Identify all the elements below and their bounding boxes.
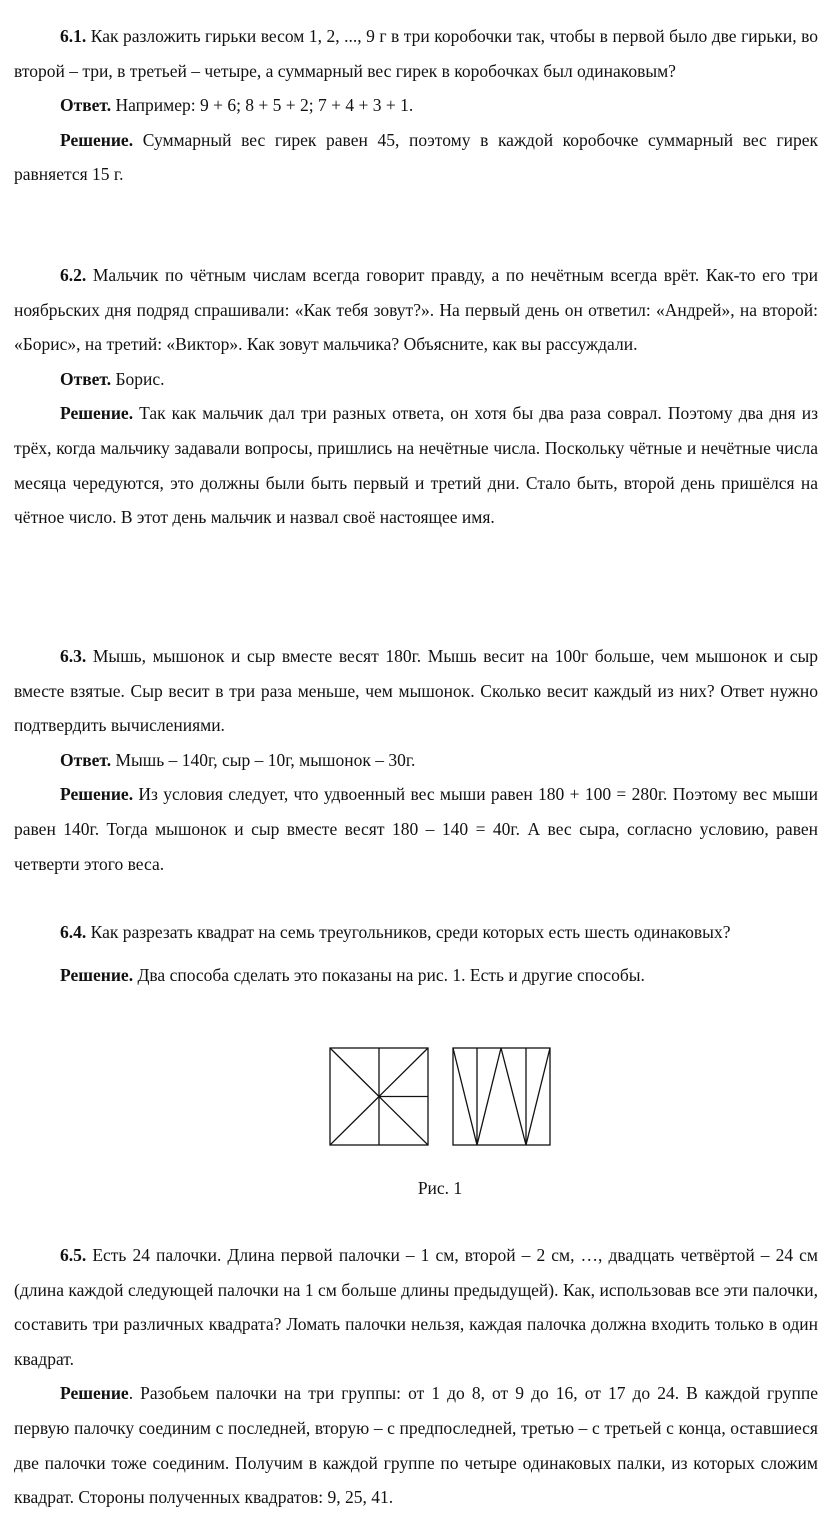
figure-caption: Рис. 1 — [417, 1178, 463, 1198]
problem-statement: 6.2. Мальчик по чётным числам всегда говорит правду, а по нечётным всегда врёт. Как-то его три ноябрьских дня подряд спрашивали: «Как тебя зовут?». На первый день он ответил: «Андрей», на второй: «Борис», на третий: «Виктор». Как зовут мальчика? Объясните, как вы рассуждали. — [14, 265, 818, 355]
answer: Ответ. Борис. — [60, 368, 165, 389]
answer-label: Ответ. — [60, 95, 112, 116]
problem-6-5 — [14, 1238, 818, 1515]
cut-line — [501, 1048, 526, 1145]
problem-statement: 6.3. Мышь, мышонок и сыр вместе весят 180г. Мышь весит на 100г больше, чем мышонок и сыр вместе взятые. Сыр весит в три раза меньше, чем мышонок. Сколько весит каждый из них? Ответ нужно подтвердить вычислениями. — [14, 646, 818, 736]
problem-statement: 6.1. Как разложить гирьки весом 1, 2, ..., 9 г в три коробочки так, чтобы в первой было две гирьки, во второй – три, в третьей – четыре, а суммарный вес гирек в коробочках был одинаковым? — [14, 26, 818, 81]
cut-line — [477, 1048, 501, 1145]
answer-label: Ответ. — [60, 749, 112, 770]
solution: Решение. Так как мальчик дал три разных ответа, он хотя бы два раза соврал. Поэтому два дня из трёх, когда мальчику задавали вопросы, пришлись на нечётные числа. Поскольку чётные и нечётные числа месяца чередуются, это должны были быть первый и третий дни. Стало быть, второй день пришёлся на чётное число. В этот день мальчик и назвал своё настоящее имя. — [14, 403, 818, 528]
cut-line — [453, 1048, 477, 1145]
solution: Решение. Суммарный вес гирек равен 45, поэтому в каждой коробочке суммарный вес гирек равняется 15 г. — [14, 129, 819, 185]
answer-label: Ответ. — [60, 368, 112, 389]
solution-label: Решение. — [60, 964, 134, 985]
problem-statement: 6.4. Как разрезать квадрат на семь треугольников, среди которых есть шесть одинаковых? — [60, 922, 731, 942]
square-right-border — [453, 1048, 550, 1145]
problem-number: 6.2. — [60, 265, 87, 285]
answer: Ответ. Мышь – 140г, сыр – 10г, мышонок – 30г. — [60, 749, 416, 770]
solution: Решение. Два способа сделать это показаны на рис. 1. Есть и другие способы. — [60, 964, 645, 985]
square-right — [453, 1048, 550, 1145]
solution: Решение. Разобьем палочки на три группы: от 1 до 8, от 9 до 16, от 17 до 24. В каждой группе первую палочку соединим с последней, вторую – с предпоследней, третью – с третьей с конца, оставшиеся две палочки тоже соединим. Получим в каждой группе по четыре одинаковых палки, из которых сложим квадрат. Стороны полученных квадратов: 9, 25, 41. — [14, 1383, 818, 1508]
answer: Ответ. Например: 9 + 6; 8 + 5 + 2; 7 + 4 + 3 + 1. — [60, 95, 414, 116]
solution: Решение. Из условия следует, что удвоенный вес мыши равен 180 + 100 = 280г. Поэтому вес мыши равен 140г. Тогда мышонок и сыр вместе весят 180 – 140 = 40г. А вес сыра, согласно условию, равен четверти этого веса. — [14, 784, 818, 874]
solution-label: Решение. — [60, 403, 134, 424]
problem-number: 6.4. — [60, 922, 87, 942]
problem-statement: 6.5. Есть 24 палочки. Длина первой палочки – 1 см, второй – 2 см, …, двадцать четвёртой – 24 см (длина каждой следующей палочки на 1 см больше длины предыдущей). Как, использовав все эти палочки, составить три различных квадрата? Ломать палочки нельзя, каждая палочка должна входить только в один квадрат. — [14, 1245, 819, 1369]
solution-label: Решение. — [60, 784, 134, 805]
solution-label: Решение — [60, 1383, 129, 1404]
problem-number: 6.5. — [60, 1245, 87, 1265]
solution-label: Решение. — [60, 129, 134, 150]
cut-line — [526, 1048, 550, 1145]
square-left — [330, 1048, 428, 1145]
problem-number: 6.1. — [60, 26, 87, 46]
problem-number: 6.3. — [60, 646, 87, 666]
